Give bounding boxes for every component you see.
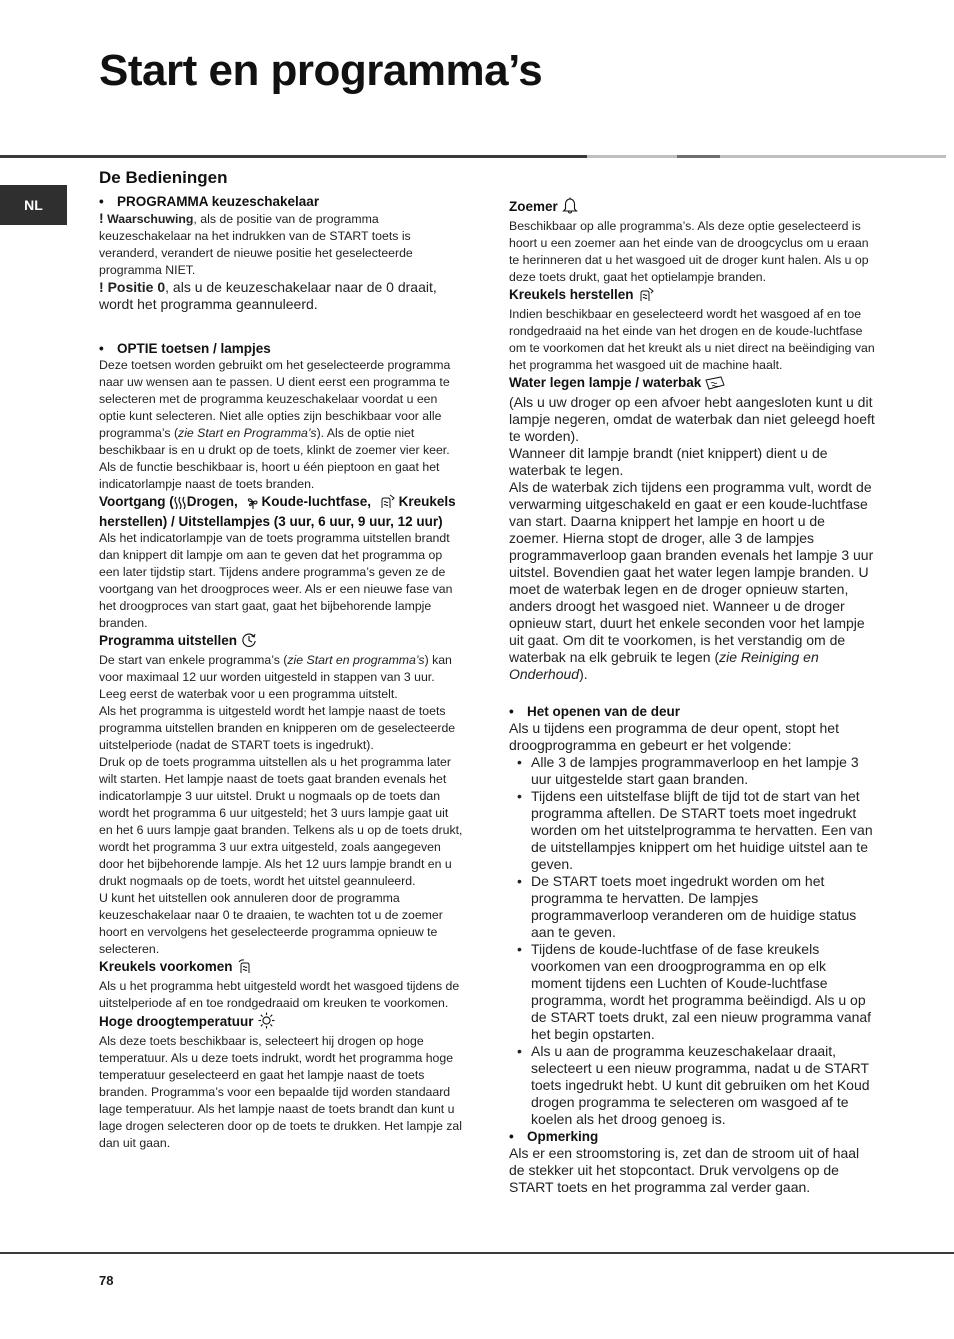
- bell-icon: [562, 196, 578, 218]
- footer-rule: [0, 1252, 954, 1254]
- water-container-icon: [705, 376, 725, 394]
- header-rule: [0, 155, 587, 158]
- warning-paragraph: [99, 210, 464, 279]
- progress-heading-c: Koude-luchtfase,: [261, 494, 372, 509]
- language-tab: NL: [0, 185, 67, 225]
- water-label: Water legen lampje / waterbak: [509, 375, 702, 390]
- high-temp-label: Hoge droogtemperatuur: [99, 1014, 254, 1029]
- buzzer-text: Beschikbaar op alle programma’s. Als deze optie geselecteerd is hoort u een zoemer aan het einde van de droogcyclus om u eraan te herinneren dat u het wasgoed uit de droger kunt halen. Als u op deze toets drukt, gaat het optielampje branden.: [509, 219, 869, 284]
- water-paragraph-2: Wanneer dit lampje brandt (niet knippert) dient u de waterbak te legen.: [509, 445, 828, 478]
- prevent-wrinkle-icon: [237, 959, 253, 978]
- delay-paragraph-3: Druk op de toets programma uitstellen als u het programma later wilt starten. Het lampje naast de toets gaat branden evenals het indicatorlampje 3 uur uitstel. Drukt u nogmaals op de toets dan wordt het programma 6 uur uitgesteld; het 3 uurs lampje gaat uit en het 6 uurs lampje gaat branden. Telkens als u op de toets drukt, wordt het programma 3 uur extra uitgesteld, zoals aangegeven door het bijbehorende lampje. Als het 12 uurs lampje brandt en u drukt nogmaals op de toets, wordt het uitstel geannuleerd.: [99, 755, 463, 888]
- progress-heading-b: Drogen,: [186, 494, 238, 509]
- delay-heading: [99, 632, 464, 652]
- prog-heading: • PROGRAMMA keuzeschakelaar: [99, 193, 464, 210]
- note-text: Als er een stroomstoring is, zet dan de stroom uit of haal de stekker uit het stopcontact. Druk vervolgens op de START toets en het programma zal verder gaan.: [509, 1145, 860, 1195]
- prevent-wrinkle-label: Kreukels voorkomen: [99, 959, 233, 974]
- door-list-item: • De START toets moet ingedrukt worden om het programma te hervatten. De lampjes programmaverloop veranderen om de huidige status aan te geven.: [531, 873, 877, 941]
- progress-text: Als het indicatorlampje van de toets programma uitstellen brandt dan knippert dit lampje om aan te geven dat het programma op een later tijdstip start. Tijdens andere programma’s geven ze de voortgang van het droogproces weer. Als er een nieuwe fase van het droogproces van start gaat, gaat het bijbehorende lampje branden.: [99, 531, 453, 630]
- header-rule-segment: [587, 155, 677, 158]
- drying-icon: [174, 496, 186, 513]
- page-number: 78: [99, 1273, 114, 1288]
- position0-mark: !: [99, 279, 104, 295]
- prevent-wrinkle-text: Als u het programma hebt uitgesteld wordt het wasgoed tijdens de uitstelperiode af en toe rondgedraaid om kreuken te voorkomen.: [99, 979, 460, 1010]
- delay-paragraph-2: Als het programma is uitgesteld wordt het lampje naast de toets programma uitstellen branden en knipperen om de geselecteerde uitstelperiode (nadat de START toets is ingedrukt).: [99, 704, 456, 752]
- delay-paragraph-4: U kunt het uitstellen ook annuleren door de programma keuzeschakelaar naar 0 te draaien, te wachten tot u de zoemer hoort en vervolgens het geselecteerde programma opnieuw te selecteren.: [99, 891, 443, 956]
- warning-label: Waarschuwing: [107, 212, 194, 226]
- delay-text-1: De start van enkele programma’s (: [99, 653, 288, 667]
- buzzer-heading: [509, 196, 877, 218]
- prevent-wrinkle-heading: [99, 958, 464, 978]
- restore-wrinkle-label: Kreukels herstellen: [509, 287, 634, 302]
- water-ref: zie Reiniging en Onderhoud: [509, 649, 819, 682]
- restore-wrinkle-heading: [509, 286, 877, 306]
- door-list: [509, 754, 877, 1128]
- left-column: [99, 193, 464, 1152]
- option-ref: zie Start en Programma’s: [178, 426, 317, 440]
- position0-text: , als u de keuzeschakelaar naar de 0 draait, wordt het programma geannuleerd.: [99, 279, 437, 312]
- delay-clock-icon: [241, 632, 257, 652]
- high-temp-heading: [99, 1012, 464, 1033]
- option-paragraph: [99, 357, 464, 493]
- door-list-item: • Als u aan de programma keuzeschakelaar draait, selecteert u een nieuw programma, nadat u de START toets ingedrukt hebt. U kunt dit gebruiken om het Koud drogen programma te selecteren om wasgoed af te koelen als het droog genoeg is.: [531, 1043, 877, 1128]
- water-paragraph-3: [509, 479, 877, 683]
- delay-paragraph-1: [99, 652, 464, 703]
- progress-heading-a: Voortgang (: [99, 494, 174, 509]
- delay-text-1b: ) kan voor maximaal 12 uur worden uitgesteld in stappen van 3 uur. Leeg eerst de waterbak voor u een programma uitstelt.: [99, 653, 452, 701]
- door-heading: • Het openen van de deur: [509, 703, 877, 720]
- position0-label: Positie 0: [107, 279, 166, 295]
- door-list-item: • Alle 3 de lampjes programmaverloop en het lampje 3 uur uitgestelde start gaan branden.: [531, 754, 877, 788]
- door-list-item: • Tijdens een uitstelfase blijft de tijd tot de start van het programma aftellen. De START toets moet ingedrukt worden om het uitstelprogramma te hervatten. Een van de uitstellampjes knippert om het huidige uitstel aan te geven.: [531, 788, 877, 873]
- position0-paragraph: [99, 279, 464, 313]
- delay-heading-label: Programma uitstellen: [99, 633, 238, 648]
- high-temp-text: Als deze toets beschikbaar is, selecteert hij drogen op hoge temperatuur. Als u deze toets indrukt, wordt het programma hoge temperatuur geselecteerd en gaat het lampje naast de toets branden. Programma’s voor een bepaalde tijd worden standaard lage temperatuur. Als het lampje naast de toets brandt dan kunt u lage drogen selecteren door op de toets te drukken. Het lampje zal dan uit gaan.: [99, 1034, 462, 1150]
- door-intro: Als u tijdens een programma de deur opent, stopt het droogprogramma en gebeurt er het volgende:: [509, 720, 839, 753]
- sun-icon: [258, 1012, 275, 1033]
- header-rule-segment: [720, 155, 946, 158]
- restore-wrinkle-text: Indien beschikbaar en geselecteerd wordt het wasgoed af en toe rondgedraaid na het einde van het drogen en de koude-luchtfase om te voorkomen dat het kreukt als u niet direct na beëindiging van het programma het wasgoed uit de machine haalt.: [509, 307, 875, 372]
- warning-text: , als de positie van de programma keuzeschakelaar na het indrukken van de START toets is veranderd, verandert de nieuwe positie het geselecteerde programma NIET.: [99, 212, 413, 277]
- restore-wrinkle-icon: [638, 287, 654, 306]
- water-text-3-end: ).: [579, 666, 588, 682]
- door-list-item: • Tijdens de koude-luchtfase of de fase kreukels voorkomen van een droogprogramma en op elk moment tijdens een Luchten of Koude-luchtfase programma, wordt het programma beëindigd. Als u op de START toets drukt, zal een nieuw programma vanaf het begin opstarten.: [531, 941, 877, 1043]
- header-rule-segment: [677, 155, 720, 158]
- cool-air-icon: [246, 496, 260, 513]
- water-paragraph-1: (Als u uw droger op een afvoer hebt aangesloten kunt u dit lampje negeren, omdat de waterbak dan niet geleegd hoeft te worden).: [509, 394, 875, 444]
- option-text-1: Deze toetsen worden gebruikt om het geselecteerde programma naar uw wensen aan te passen. U dient eerst een programma te selecteren met de programma keuzeschakelaar voordat u een optie kunt selecteren. Niet alle opties zijn beschikbaar voor alle programma’s (: [99, 358, 451, 440]
- wrinkle-icon: [379, 494, 395, 513]
- buzzer-label: Zoemer: [509, 199, 558, 214]
- section-title: De Bedieningen: [99, 168, 228, 187]
- warning-mark: !: [99, 210, 104, 226]
- page-title: Start en programma’s: [99, 46, 543, 95]
- water-heading: [509, 374, 877, 394]
- option-heading: • OPTIE toetsen / lampjes: [99, 340, 464, 357]
- note-heading: • Opmerking: [509, 1128, 877, 1145]
- progress-heading: [99, 493, 464, 530]
- option-text-2: ). Als de optie niet beschikbaar is en u drukt op de toets, klinkt de zoemer vier keer. Als de functie beschikbaar is, hoort u één pieptoon en gaat het indicatorlampje naast de toets branden.: [99, 426, 450, 491]
- right-column: [509, 196, 877, 1196]
- water-text-3: Als de waterbak zich tijdens een programma vult, wordt de verwarming uitgeschakeld en gaat er een koude-luchtfase van start. Daarna knippert het lampje en hoort u de zoemer. Hierna stopt de droger, alle 3 de lampjes programmaverloop gaan branden evenals het lampje 3 uur uitstel. Bovendien gaat het water legen lampje branden. U moet de waterbak legen en de droger opnieuw starten, anders droogt het wasgoed niet. Wanneer u de droger opnieuw start, duurt het enkele seconden voor het lampje uit gaat. Om dit te voorkomen, is het verstandig om de waterbak na elk gebruik te legen (: [509, 479, 874, 665]
- progress-heading-d: Kreukels herstellen) / Uitstellampjes (3 uur, 6 uur, 9 uur, 12 uur): [99, 494, 456, 529]
- delay-ref: zie Start en programma’s: [287, 653, 425, 667]
